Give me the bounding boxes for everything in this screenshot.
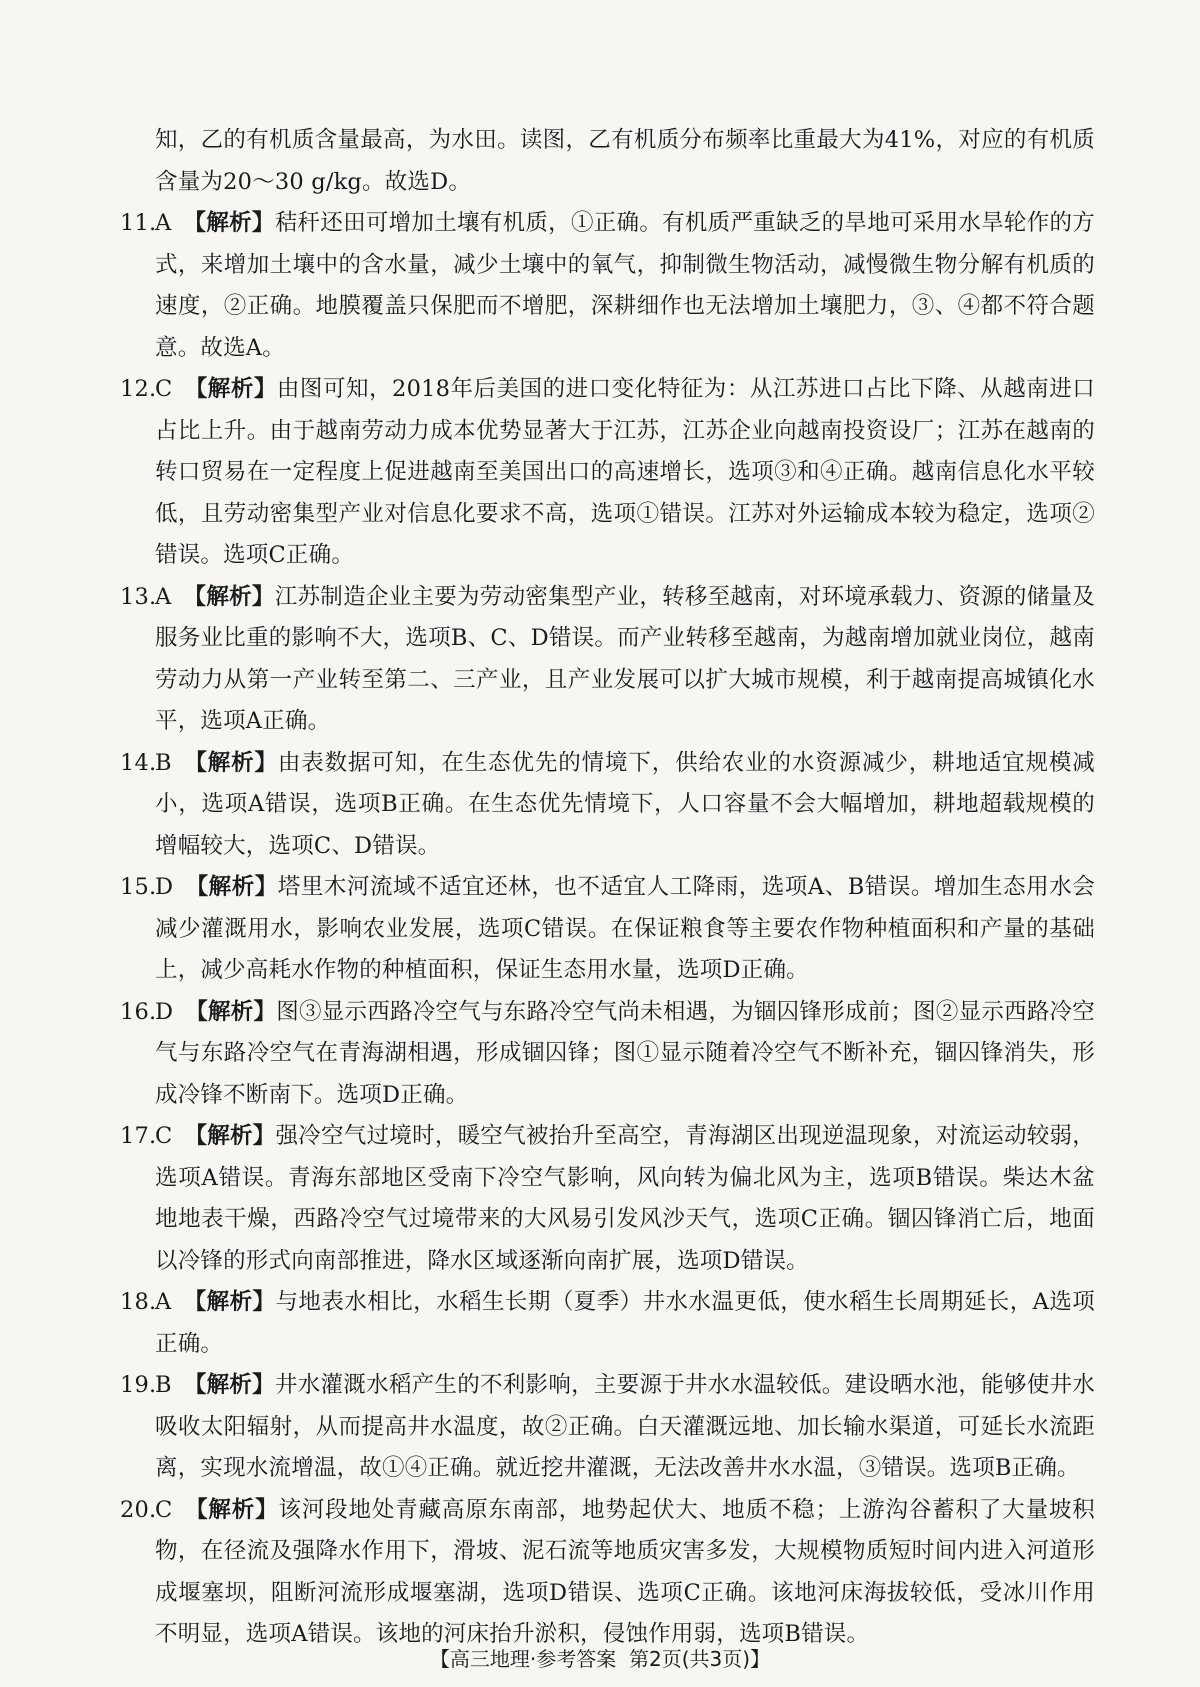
item-explanation: 由图可知，2018年后美国的进口变化特征为：从江苏进口占比下降、从越南进口占比上升。由于越南劳动力成本优势显著大于江苏，江苏企业向越南投资设厂；江苏在越南的转口贸易在一定程度上促进越南至美国出口的高速增长，选项③和④正确。越南信息化水平较低，且劳动密集型产业对信息化要求不高，选项①错误。江苏对外运输成本较为稳定，选项②错误。选项C正确。 bbox=[155, 376, 1095, 568]
page-footer bbox=[0, 1646, 1200, 1672]
item-number: 18. bbox=[120, 1289, 157, 1315]
item-explanation: 由表数据可知，在生态优先的情境下，供给农业的水资源减少，耕地适宜规模减小，选项A错误，选项B正确。在生态优先情境下，人口容量不会大幅增加，耕地超载规模的增幅较大，选项C、D错误。 bbox=[155, 749, 1095, 859]
item-answer: B bbox=[155, 749, 172, 776]
item-explanation: 强冷空气过境时，暖空气被抬升至高空，青海湖区出现逆温现象，对流运动较弱，选项A错误。青海东部地区受南下冷空气影响，风向转为偏北风为主，选项B错误。柴达木盆地地表干燥，西路冷空气过境带来的大风易引发风沙天气，选项C正确。锢囚锋消亡后，地面以冷锋的形式向南部推进，降水区域逐渐向南扩展，选项D错误。 bbox=[155, 1123, 1095, 1274]
item-explanation: 与地表水相比，水稻生长期（夏季）井水水温更低，使水稻生长周期延长，A选项正确。 bbox=[155, 1289, 1095, 1357]
answer-item-19 bbox=[120, 1365, 1095, 1490]
answer-item-14 bbox=[120, 743, 1095, 868]
answer-item-13 bbox=[120, 577, 1095, 743]
analysis-tag: 【解析】 bbox=[183, 1289, 276, 1315]
analysis-tag: 【解析】 bbox=[183, 1372, 275, 1398]
item-answer: B bbox=[155, 1372, 172, 1398]
analysis-tag: 【解析】 bbox=[183, 583, 275, 610]
footer-page-number: 第2页(共3页) bbox=[629, 1647, 751, 1671]
item-explanation: 该河段地处青藏高原东南部，地势起伏大、地质不稳；上游沟谷蓄积了大量坡积物，在径流及强降水作用下，滑坡、泥石流等地质灾害多发，大规模物质短时间内进入河道形成堰塞坝，阻断河流形成堰塞湖，选项D错误、选项C正确。该地河床海拔较低，受冰川作用不明显，选项A错误。该地的河床抬升淤积，侵蚀作用弱，选项B错误。 bbox=[155, 1496, 1095, 1647]
item-explanation: 江苏制造企业主要为劳动密集型产业，转移至越南，对环境承载力、资源的储量及服务业比重的影响不大，选项B、C、D错误。而产业转移至越南，为越南增加就业岗位，越南劳动力从第一产业转至第二、三产业，且产业发展可以扩大城市规模，利于越南提高城镇化水平，选项A正确。 bbox=[155, 583, 1095, 734]
analysis-tag: 【解析】 bbox=[184, 1496, 279, 1523]
item-number: 17. bbox=[120, 1123, 157, 1149]
footer-open-bracket: 【 bbox=[429, 1647, 450, 1671]
analysis-tag: 【解析】 bbox=[184, 376, 277, 402]
item-answer: A bbox=[155, 1289, 172, 1315]
answer-item-15 bbox=[120, 867, 1095, 992]
item-explanation: 塔里木河流域不适宜还林，也不适宜人工降雨，选项A、B错误。增加生态用水会减少灌溉用水，影响农业发展，选项C错误。在保证粮食等主要农作物种植面积和产量的基础上，减少高耗水作物的种植面积，保证生态用水量，选项D正确。 bbox=[155, 874, 1095, 983]
item-number: 15. bbox=[120, 874, 157, 900]
item-number: 11. bbox=[120, 210, 157, 236]
footer-doc-type: 参考答案 bbox=[536, 1647, 617, 1671]
item-answer: C bbox=[155, 376, 173, 402]
item-number: 14. bbox=[120, 749, 157, 776]
item-answer: D bbox=[155, 874, 174, 900]
item-number: 13. bbox=[120, 583, 157, 610]
answer-content bbox=[120, 120, 1095, 1656]
footer-subject: 高三地理 bbox=[449, 1647, 530, 1671]
continuation-paragraph: 知，乙的有机质含量最高，为水田。读图，乙有机质分布频率比重最大为41%，对应的有机质含量为20～30 g/kg。故选D。 bbox=[155, 127, 1095, 195]
answer-item-11 bbox=[120, 203, 1095, 369]
item-answer: C bbox=[155, 1496, 173, 1523]
analysis-tag: 【解析】 bbox=[185, 998, 277, 1025]
item-number: 12. bbox=[120, 376, 157, 402]
analysis-tag: 【解析】 bbox=[183, 749, 278, 776]
item-explanation: 图③显示西路冷空气与东路冷空气尚未相遇，为锢囚锋形成前；图②显示西路冷空气与东路冷空气在青海湖相遇，形成锢囚锋；图①显示随着冷空气不断补充，锢囚锋消失，形成冷锋不断南下。选项D正确。 bbox=[155, 998, 1096, 1108]
answer-item-16 bbox=[120, 992, 1095, 1117]
analysis-tag: 【解析】 bbox=[184, 1123, 276, 1149]
item-answer: C bbox=[155, 1123, 173, 1149]
item-explanation: 井水灌溉水稻产生的不利影响，主要源于井水水温较低。建设晒水池，能够使井水吸收太阳辐射，从而提高井水温度，故②正确。白天灌溉远地、加长输水渠道，可延长水流距离，实现水流增温，故①④正确。就近挖井灌溉，无法改善井水水温，③错误。选项B正确。 bbox=[155, 1372, 1096, 1481]
item-explanation: 秸秆还田可增加土壤有机质，①正确。有机质严重缺乏的旱地可采用水旱轮作的方式，来增加土壤中的含水量，减少土壤中的氧气，抑制微生物活动，减慢微生物分解有机质的速度，②正确。地膜覆盖只保肥而不增肥，深耕细作也无法增加土壤肥力，③、④都不符合题意。故选A。 bbox=[155, 210, 1095, 361]
answer-item-18 bbox=[120, 1282, 1095, 1365]
item-answer: A bbox=[155, 210, 172, 236]
item-number: 20. bbox=[120, 1496, 157, 1523]
answer-item-12 bbox=[120, 369, 1095, 577]
footer-separator-dot: · bbox=[529, 1647, 537, 1671]
analysis-tag: 【解析】 bbox=[183, 210, 275, 236]
item-number: 16. bbox=[120, 998, 157, 1025]
item-number: 19. bbox=[120, 1372, 157, 1398]
item-answer: D bbox=[155, 998, 174, 1025]
item-answer: A bbox=[155, 583, 172, 610]
footer-close-bracket: 】 bbox=[750, 1647, 771, 1671]
answer-item-20 bbox=[120, 1490, 1095, 1656]
answer-item-17 bbox=[120, 1116, 1095, 1282]
analysis-tag: 【解析】 bbox=[185, 874, 278, 900]
